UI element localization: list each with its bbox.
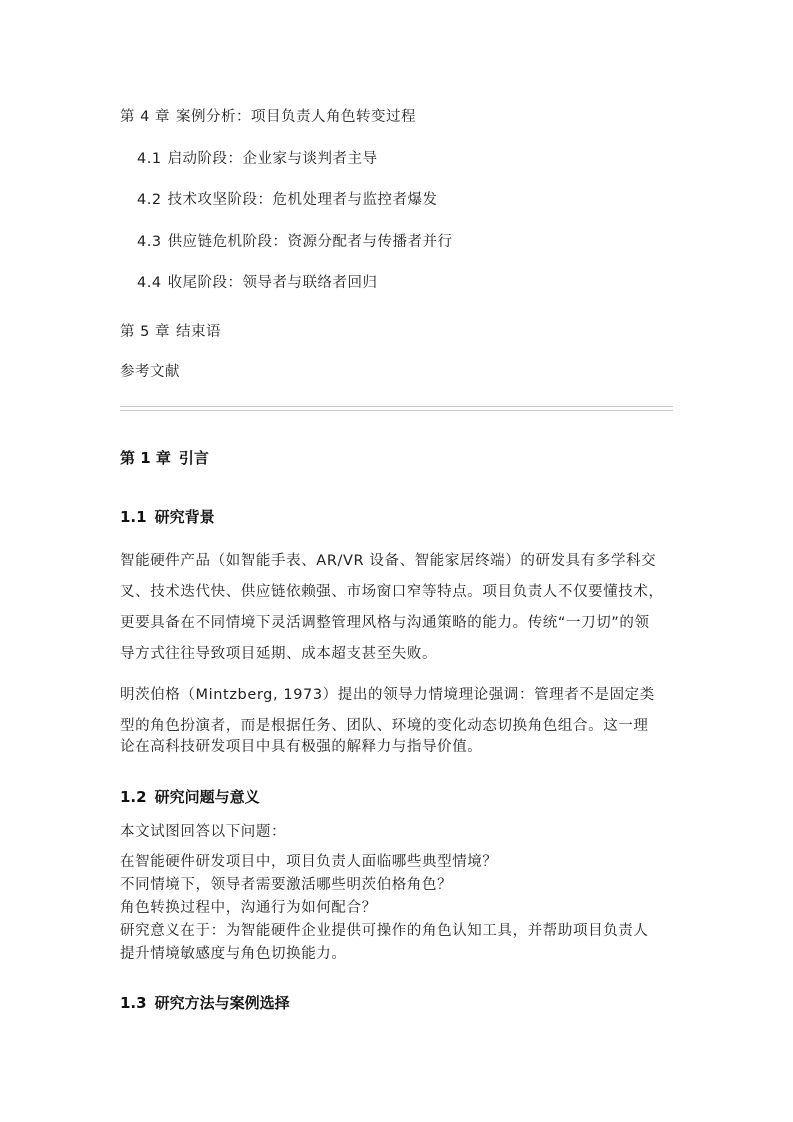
toc-section-4-3-number: 4.3	[137, 234, 162, 250]
section-1-2-title: 研究问题与意义	[154, 788, 260, 806]
section-divider	[120, 406, 673, 411]
toc-section-4-2-number: 4.2	[137, 192, 162, 208]
question-item: 不同情境下，领导者需要激活哪些明茨伯格角色？	[120, 877, 453, 893]
toc-section-4-3[interactable]	[137, 233, 453, 251]
section-1-1-title: 研究背景	[154, 508, 215, 526]
section-1-2-number: 1.2	[120, 788, 147, 806]
section-1-1-heading	[120, 506, 215, 527]
chapter-1-title: 引言	[178, 449, 209, 467]
section-1-3-heading	[120, 992, 290, 1013]
toc-section-4-4-title: 收尾阶段：领导者与联络者回归	[167, 275, 378, 291]
background-paragraph-2	[120, 680, 676, 759]
toc-section-4-1-title: 启动阶段：企业家与谈判者主导	[167, 151, 378, 167]
research-significance	[120, 920, 676, 966]
toc-references[interactable]	[120, 363, 180, 381]
research-questions-intro	[120, 821, 676, 844]
toc-section-4-1[interactable]	[137, 150, 378, 168]
toc-chapter-4[interactable]	[120, 108, 416, 126]
section-1-3-title: 研究方法与案例选择	[154, 994, 290, 1012]
section-1-2-heading	[120, 786, 260, 807]
paragraph-line: 提升情境敏感度与角色切换能力。	[120, 946, 347, 962]
toc-chapter-4-title: 案例分析：项目负责人角色转变过程	[175, 109, 416, 125]
toc-chapter-5[interactable]	[120, 323, 221, 341]
paragraph-line: 研究意义在于：为智能硬件企业提供可操作的角色认知工具，并帮助项目负责人	[120, 923, 649, 939]
paragraph-line: 更要具备在不同情境下灵活调整管理风格与沟通策略的能力。传统“一刀切”的领	[120, 615, 650, 631]
section-1-1-number: 1.1	[120, 508, 147, 526]
paragraph-line: 型的角色扮演者，而是根据任务、团队、环境的变化动态切换角色组合。这一理	[120, 718, 649, 734]
chapter-1-heading	[120, 447, 209, 468]
toc-section-4-2[interactable]	[137, 191, 438, 209]
question-item: 角色转换过程中，沟通行为如何配合？	[120, 900, 377, 916]
section-1-3-number: 1.3	[120, 994, 147, 1012]
paragraph-line: 本文试图回答以下问题：	[120, 824, 287, 840]
paragraph-line: 导方式往往导致项目延期、成本超支甚至失败。	[120, 646, 438, 662]
toc-section-4-2-title: 技术攻坚阶段：危机处理者与监控者爆发	[167, 192, 438, 208]
background-paragraph-1	[120, 546, 676, 670]
toc-section-4-1-number: 4.1	[137, 151, 162, 167]
toc-references-title: 参考文献	[120, 364, 180, 380]
chapter-1-number: 第 1 章	[120, 449, 171, 467]
paragraph-line: 智能硬件产品（如智能手表、AR/VR 设备、智能家居终端）的研发具有多学科交	[120, 553, 657, 569]
paragraph-line: 明茨伯格（Mintzberg, 1973）提出的领导力情境理论强调：管理者不是固定类	[120, 687, 655, 703]
toc-section-4-4[interactable]	[137, 274, 378, 292]
question-item: 在智能硬件研发项目中，项目负责人面临哪些典型情境？	[120, 854, 498, 870]
paragraph-line: 叉、技术迭代快、供应链依赖强、市场窗口窄等特点。项目负责人不仅要懂技术，	[120, 584, 664, 600]
toc-section-4-4-number: 4.4	[137, 275, 162, 291]
toc-chapter-5-title: 结束语	[175, 324, 221, 340]
toc-chapter-5-number: 第 5 章	[120, 324, 170, 340]
toc-chapter-4-number: 第 4 章	[120, 109, 170, 125]
paragraph-line: 论在高科技研发项目中具有极强的解释力与指导价值。	[120, 739, 483, 755]
research-questions-list	[120, 851, 676, 920]
toc-section-4-3-title: 供应链危机阶段：资源分配者与传播者并行	[167, 234, 453, 250]
